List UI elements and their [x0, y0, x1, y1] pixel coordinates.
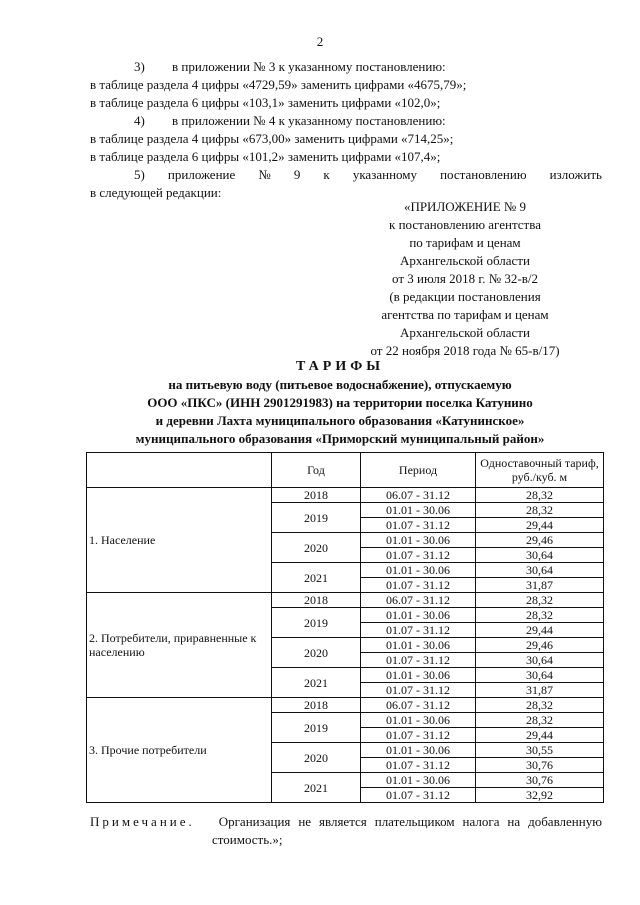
period-cell: 01.07 - 31.12 [361, 518, 476, 533]
table-row [87, 698, 604, 713]
period-cell: 01.01 - 30.06 [361, 608, 476, 623]
tariff-cell: 28,32 [476, 608, 604, 623]
period-cell: 01.07 - 31.12 [361, 623, 476, 638]
title-line: муниципального образования «Приморский муниципальный район» [135, 431, 545, 446]
item-5-word: указанному [352, 167, 417, 182]
note [90, 813, 602, 849]
appendix-line: (в редакции постановления [389, 289, 541, 304]
year-cell: 2018 [272, 698, 361, 713]
year-cell: 2018 [272, 488, 361, 503]
item-4-line-2: в таблице раздела 6 цифры «101,2» заменить цифрами «107,4»; [90, 149, 441, 164]
note-label: Примечание. [90, 814, 195, 829]
appendix-line: от 22 ноября 2018 года № 65-в/17) [370, 343, 560, 358]
item-3-line-2: в таблице раздела 6 цифры «103,1» заменить цифрами «102,0»; [90, 95, 441, 110]
tariff-cell: 29,44 [476, 623, 604, 638]
period-cell: 01.01 - 30.06 [361, 668, 476, 683]
item-3-heading: 3) в приложении № 3 к указанному постановлению: [134, 59, 446, 74]
tariff-cell: 30,55 [476, 743, 604, 758]
tariff-title [60, 358, 620, 448]
year-cell: 2019 [272, 713, 361, 743]
title-heading: ТАРИФЫ [296, 359, 384, 374]
period-cell: 01.01 - 30.06 [361, 503, 476, 518]
period-cell: 01.01 - 30.06 [361, 638, 476, 653]
item-5-word: № [258, 167, 271, 182]
item-5-heading [90, 166, 602, 184]
year-cell: 2021 [272, 773, 361, 803]
period-cell: 01.07 - 31.12 [361, 788, 476, 803]
item-5-word: приложение [167, 167, 236, 182]
tariff-cell: 30,76 [476, 758, 604, 773]
year-cell: 2020 [272, 638, 361, 668]
header-tariff: Одноставочный тариф, руб./куб. м [476, 453, 604, 488]
item-5-word: 9 [293, 167, 301, 182]
header-group [87, 453, 272, 488]
period-cell: 01.07 - 31.12 [361, 653, 476, 668]
year-cell: 2019 [272, 608, 361, 638]
page-number: 2 [316, 34, 324, 49]
period-cell: 01.07 - 31.12 [361, 548, 476, 563]
appendix-line: Архангельской области [400, 325, 530, 340]
period-cell: 01.07 - 31.12 [361, 728, 476, 743]
title-line: ООО «ПКС» (ИНН 2901291983) на территории поселка Катунино [147, 395, 533, 410]
tariff-cell: 28,32 [476, 503, 604, 518]
appendix-line: агентства по тарифам и ценам [381, 307, 549, 322]
tariff-cell: 29,46 [476, 533, 604, 548]
note-word: на [507, 814, 521, 829]
note-word: не [298, 814, 312, 829]
table-body [87, 488, 604, 803]
appendix-line: «ПРИЛОЖЕНИЕ № 9 [403, 199, 527, 214]
tariff-cell: 30,64 [476, 653, 604, 668]
year-cell: 2021 [272, 563, 361, 593]
title-line: и деревни Лахта муниципального образования «Катунинское» [155, 413, 525, 428]
item-3-line-1: в таблице раздела 4 цифры «4729,59» заменить цифрами «4675,79»; [90, 77, 467, 92]
title-line: на питьевую воду (питьевое водоснабжение), отпускаемую [168, 377, 512, 392]
note-line-1 [90, 813, 602, 831]
note-word: добавленную [528, 814, 602, 829]
consumer-group: 1. Население [87, 488, 272, 593]
tariff-cell: 29,44 [476, 518, 604, 533]
period-cell: 06.07 - 31.12 [361, 698, 476, 713]
tariff-cell: 31,87 [476, 578, 604, 593]
tariff-cell: 30,76 [476, 773, 604, 788]
period-cell: 01.01 - 30.06 [361, 773, 476, 788]
period-cell: 01.01 - 30.06 [361, 533, 476, 548]
appendix-line: от 3 июля 2018 г. № 32-в/2 [392, 271, 538, 286]
period-cell: 01.01 - 30.06 [361, 563, 476, 578]
item-5-word: изложить [549, 167, 602, 182]
note-word: является [319, 814, 367, 829]
tariff-cell: 28,32 [476, 698, 604, 713]
period-cell: 01.07 - 31.12 [361, 578, 476, 593]
item-5-word: 5) [134, 167, 145, 182]
consumer-group: 3. Прочие потребители [87, 698, 272, 803]
appendix-header [330, 198, 600, 360]
item-4-line-1: в таблице раздела 4 цифры «673,00» заменить цифрами «714,25»; [90, 131, 454, 146]
year-cell: 2020 [272, 533, 361, 563]
item-4-heading: 4) в приложении № 4 к указанному постановлению: [134, 113, 446, 128]
item-5-word: постановлению [440, 167, 527, 182]
period-cell: 06.07 - 31.12 [361, 593, 476, 608]
period-cell: 01.07 - 31.12 [361, 683, 476, 698]
header-year: Год [272, 453, 361, 488]
appendix-line: к постановлению агентства [389, 217, 541, 232]
table-row [87, 488, 604, 503]
period-cell: 01.01 - 30.06 [361, 743, 476, 758]
tariff-table [86, 452, 604, 803]
tariff-cell: 29,44 [476, 728, 604, 743]
tariff-cell: 28,32 [476, 713, 604, 728]
item-5-word: к [323, 167, 330, 182]
table-row [87, 593, 604, 608]
year-cell: 2019 [272, 503, 361, 533]
tariff-cell: 30,64 [476, 563, 604, 578]
tariff-cell: 28,32 [476, 593, 604, 608]
tariff-cell: 29,46 [476, 638, 604, 653]
tariff-cell: 31,87 [476, 683, 604, 698]
tariff-cell: 32,92 [476, 788, 604, 803]
period-cell: 06.07 - 31.12 [361, 488, 476, 503]
appendix-line: Архангельской области [400, 253, 530, 268]
amendment-items [90, 58, 602, 202]
table-header-row [87, 453, 604, 488]
tariff-cell: 30,64 [476, 668, 604, 683]
tariff-cell: 28,32 [476, 488, 604, 503]
title-lines [60, 376, 620, 448]
tariff-cell: 30,64 [476, 548, 604, 563]
appendix-line: по тарифам и ценам [409, 235, 521, 250]
period-cell: 01.07 - 31.12 [361, 758, 476, 773]
note-word: Организация [218, 814, 291, 829]
note-word: плательщиком [374, 814, 455, 829]
item-5-line-2: в следующей редакции: [90, 185, 222, 200]
period-cell: 01.01 - 30.06 [361, 713, 476, 728]
year-cell: 2021 [272, 668, 361, 698]
note-line-2: стоимость.»; [212, 832, 283, 847]
header-period: Период [361, 453, 476, 488]
note-word: налога [462, 814, 500, 829]
year-cell: 2020 [272, 743, 361, 773]
year-cell: 2018 [272, 593, 361, 608]
consumer-group: 2. Потребители, приравненные к населению [87, 593, 272, 698]
